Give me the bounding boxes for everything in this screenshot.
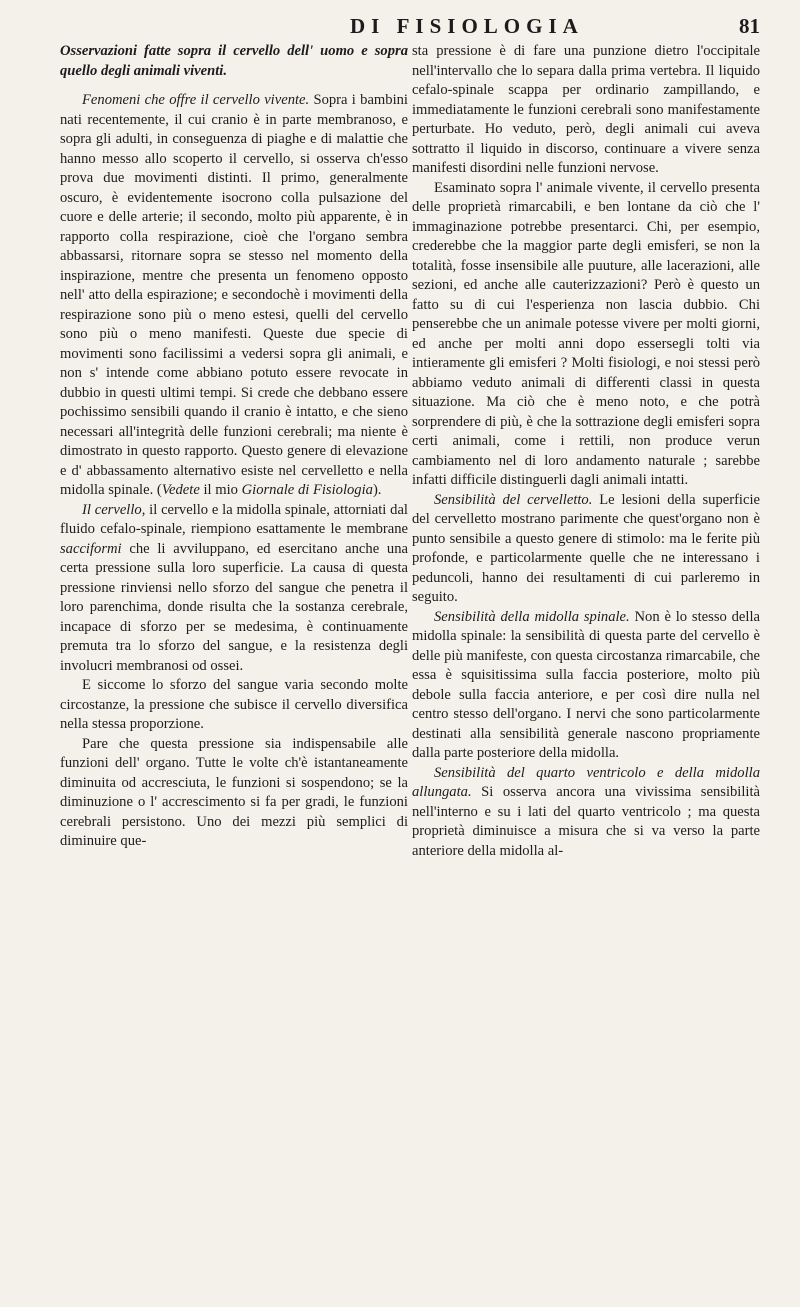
paragraph-heading: Sensibilità del cervelletto.	[434, 491, 593, 508]
running-head	[60, 14, 760, 40]
reference-journal: Giornale di Fisiologia	[241, 482, 373, 498]
section-title: Osservazioni fatte sopra il cervello dell' uomo e sopra quello degli animali viventi.	[60, 43, 408, 79]
right-column	[412, 42, 760, 861]
running-title: DI FISIOLOGIA	[350, 14, 584, 38]
paragraph-text: , il cervello e la midolla spinale, attorniati dal fluido cefalo-spinale, riempiono esattamente le membrane	[60, 501, 408, 537]
paragraph-spinal-cord	[412, 608, 760, 764]
reference-vedete: Vedete	[161, 482, 200, 498]
paragraph-text: Non è lo stesso della midolla spinale: la sensibilità di questa parte del cervello è delle più manifeste, con questa circostanza rimarcabile, che essa è squisitissima sulla faccia posteriore, molto più debole sulla faccia anteriore, e per così dire nulla nel centro stesso dell'organo. I nervi che sono particolarmente destinati alla sensibilità generale nascono propriamente dalla parte posteriore della midolla.	[412, 608, 760, 761]
left-column	[60, 42, 408, 852]
paragraph-brain-pressure	[60, 501, 408, 677]
reference-text: il mio	[199, 482, 242, 498]
paragraph-heading: Fenomeni che offre il cervello vivente.	[82, 92, 310, 108]
paragraph-text: Le lesioni della superficie del cervelletto mostrano parimente che quest'organo non è punto sensibile a questo genere di stimolo: ma le ferite più profonde, e particolarmente quelle che ne interessano i peduncoli, hanno dei resultamenti di cui parleremo in seguito.	[412, 491, 760, 605]
paragraph-pressure-indispensable: Pare che questa pressione sia indispensabile alle funzioni dell' organo. Tutte le volte ch'è istantaneamente diminuita od accresciuta, le funzioni si sospendono; se la diminuzione o l' accrescimento si fa per gradi, le funzioni cerebrali persistono. Uno dei mezzi più semplici di diminuire que-	[60, 735, 408, 849]
paragraph-text: Si osserva ancora una vivissima sensibilità nell'interno e su i lati del quarto ventricolo ; ma questa proprietà diminuisce a misura che si va verso la parte anteriore della midolla al-	[412, 784, 760, 859]
paragraph-heading: Sensibilità del quarto ventricolo e della midolla allungata.	[412, 764, 760, 800]
paragraph-continuation: sta pressione è di fare una punzione dietro l'occipitale nell'intervallo che lo separa dalla prima vertebra. Il liquido cefalo-spinale scappa per ordinario zampillando, e immediatamente le funzioni cerebrali sono manifestamente perturbate. Ho veduto, però, degli animali cui aveva sottratto il liquido in discorso, continuare a vivere senza manifesti disordini nelle funzioni nervose.	[412, 43, 760, 176]
paragraph-text: che li avviluppano, ed esercitano anche una certa pressione sulla loro superficie. La causa di questa pressione rinviensi nello sforzo del sangue che penetra il loro parenchima, donde risulta che la sostanza cerebrale, incapace di sforzo per se medesima, è continuamente premuta tra lo sforzo del sangue, e la resistenza degli involucri membranosi od ossei.	[60, 540, 408, 674]
paragraph-fourth-ventricle	[412, 764, 760, 862]
paragraph-heading: Sensibilità della midolla spinale.	[434, 608, 630, 625]
reference-end: ).	[372, 482, 382, 498]
paragraph-cerebellum	[412, 491, 760, 608]
paragraph-blood-effort: E siccome lo sforzo del sangue varia secondo molte circostanze, la pressione che subisce il cervello diversifica nella stessa proporzione.	[60, 677, 408, 732]
paragraph-living-animal: Esaminato sopra l' animale vivente, il cervello presenta delle proprietà rimarcabili, e ben lontane da ciò che l' immaginazione potrebbe presentarci. Chi, per esempio, crederebbe che la maggior parte degli emisferi, se non la totalità, fosse insensibile alle puuture, alle lacerazioni, alle sezioni, ed anche alle cauterizzazioni? Però è questo un fatto su di cui l'esperienza non lascia dubbio. Chi penserebbe che un animale potesse vivere per molti giorni, ed anche per molti anni dopo essersegli tolti via intieramente gli emisferi ? Molti fisiologi, e noi stessi però abbiamo veduto animali di differenti classi in questa situazione. Ma ciò che è meno noto, e che potrà sorprendere di più, è che la sottrazione degli emisferi sopra certi animali, come i rettili, non produce verun cambiamento nel di loro andamento naturale ; sarebbe infatti difficile distinguerli dagli animali intatti.	[412, 179, 760, 488]
term-sacciformi: sacciformi	[60, 540, 122, 557]
paragraph-text: Sopra i bambini nati recentemente, il cui cranio è in parte membranoso, e sopra gli adulti, in conseguenza di piaghe e di malattie che hanno messo allo scoperto il cervello, si osserva ch'esso prova due movimenti distinti. Il primo, generalmente oscuro, è evidentemente isocrono colla pulsazione del cuore e delle arterie; il secondo, molto più apparente, è in rapporto colla respirazione, cioè che l'organo sembra abbassarsi, ritornare sopra se stesso nel momento della inspirazione, mentre che presenta un fenomeno opposto nell' atto della espirazione; e secondochè i movimenti della respirazione sono più o meno estesi, quelli del cervello sono più o meno manifesti. Queste due specie di movimenti sono facilissimi a vedersi sopra gli animali, e non s' intende come abbiano potuto essere revocate in dubbio in questi ultimi tempi. Si crede che debbano essere pochissimo sensibili quando il cranio è intatto, e che sieno necessari all'integrità delle funzioni cerebrali; ma niente è dimostrato in questo rapporto. Questo genere di elevazione e d' abbassamento alternativo esiste nel cervelletto e nella midolla spinale. (	[60, 92, 408, 498]
paragraph-heading: Il cervello	[82, 501, 142, 518]
page-number: 81	[739, 14, 760, 38]
paragraph-phenomena	[60, 91, 408, 501]
